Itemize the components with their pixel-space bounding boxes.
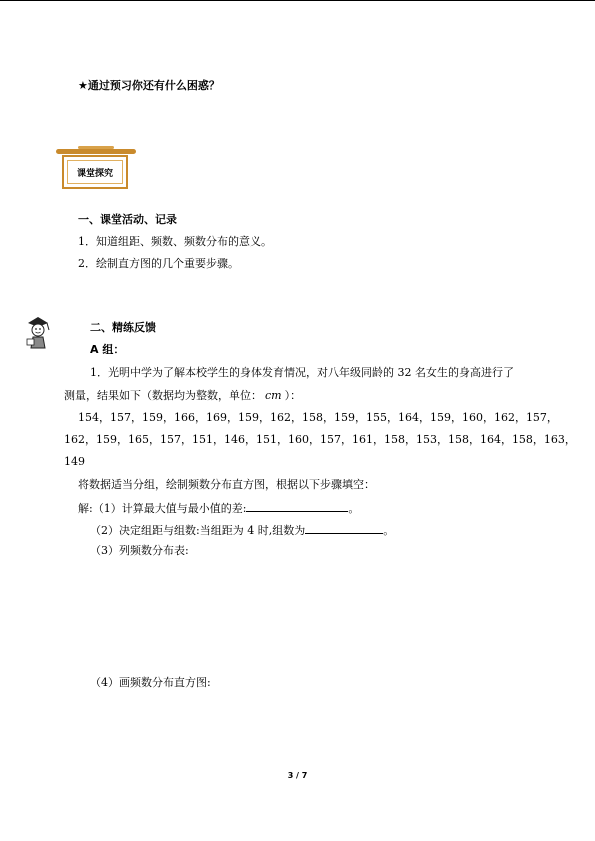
data-line-2: 162，159，165，157，151，146，151，160，157，161，158，153，158，164，158，163， [64,433,576,446]
preview-question: ★通过预习你还有什么困惑？ [78,79,220,92]
unit-cm: cm [265,389,282,402]
section1-item-2: 2．绘制直方图的几个重要步骤。 [78,257,239,270]
group-label: A 组： [90,343,125,356]
section1-title: 一、课堂活动、记录 [78,213,177,226]
section-banner [56,146,136,190]
section2-title: 二、精练反馈 [90,321,156,334]
step-1: 解:（1）计算最大值与最小值的差: 。 [78,502,360,515]
section1-item-1: 1．知道组距、频数、频数分布的意义。 [78,235,272,248]
answer-blank-range[interactable] [246,500,348,512]
student-cartoon-icon [23,314,53,350]
answer-blank-group-count[interactable] [305,522,383,534]
problem-line-2: 测量，结果如下（数据均为整数，单位： cm ）： [64,389,302,402]
step-3: （3）列频数分布表: [90,544,189,557]
instruction: 将数据适当分组，绘制频数分布直方图，根据以下步骤填空： [78,478,375,491]
step-4: （4）画频数分布直方图: [90,676,211,689]
data-line-3: 149 [64,455,85,468]
page-number: 3 / 7 [287,771,308,780]
step-2: （2）决定组距与组数:当组距为 4 时,组数为 。 [90,524,395,537]
banner-rod [56,149,136,154]
banner-board [62,155,128,189]
banner-label: 课堂探究 [76,169,113,179]
page-top-rule [0,0,595,1]
problem-line-1: 1．光明中学为了解本校学生的身体发育情况，对八年级同龄的 32 名女生的身高进行了 [90,366,514,379]
data-line-1: 154，157，159，166，169，159，162，158，159，155，164，159，160，162，157， [78,411,558,424]
